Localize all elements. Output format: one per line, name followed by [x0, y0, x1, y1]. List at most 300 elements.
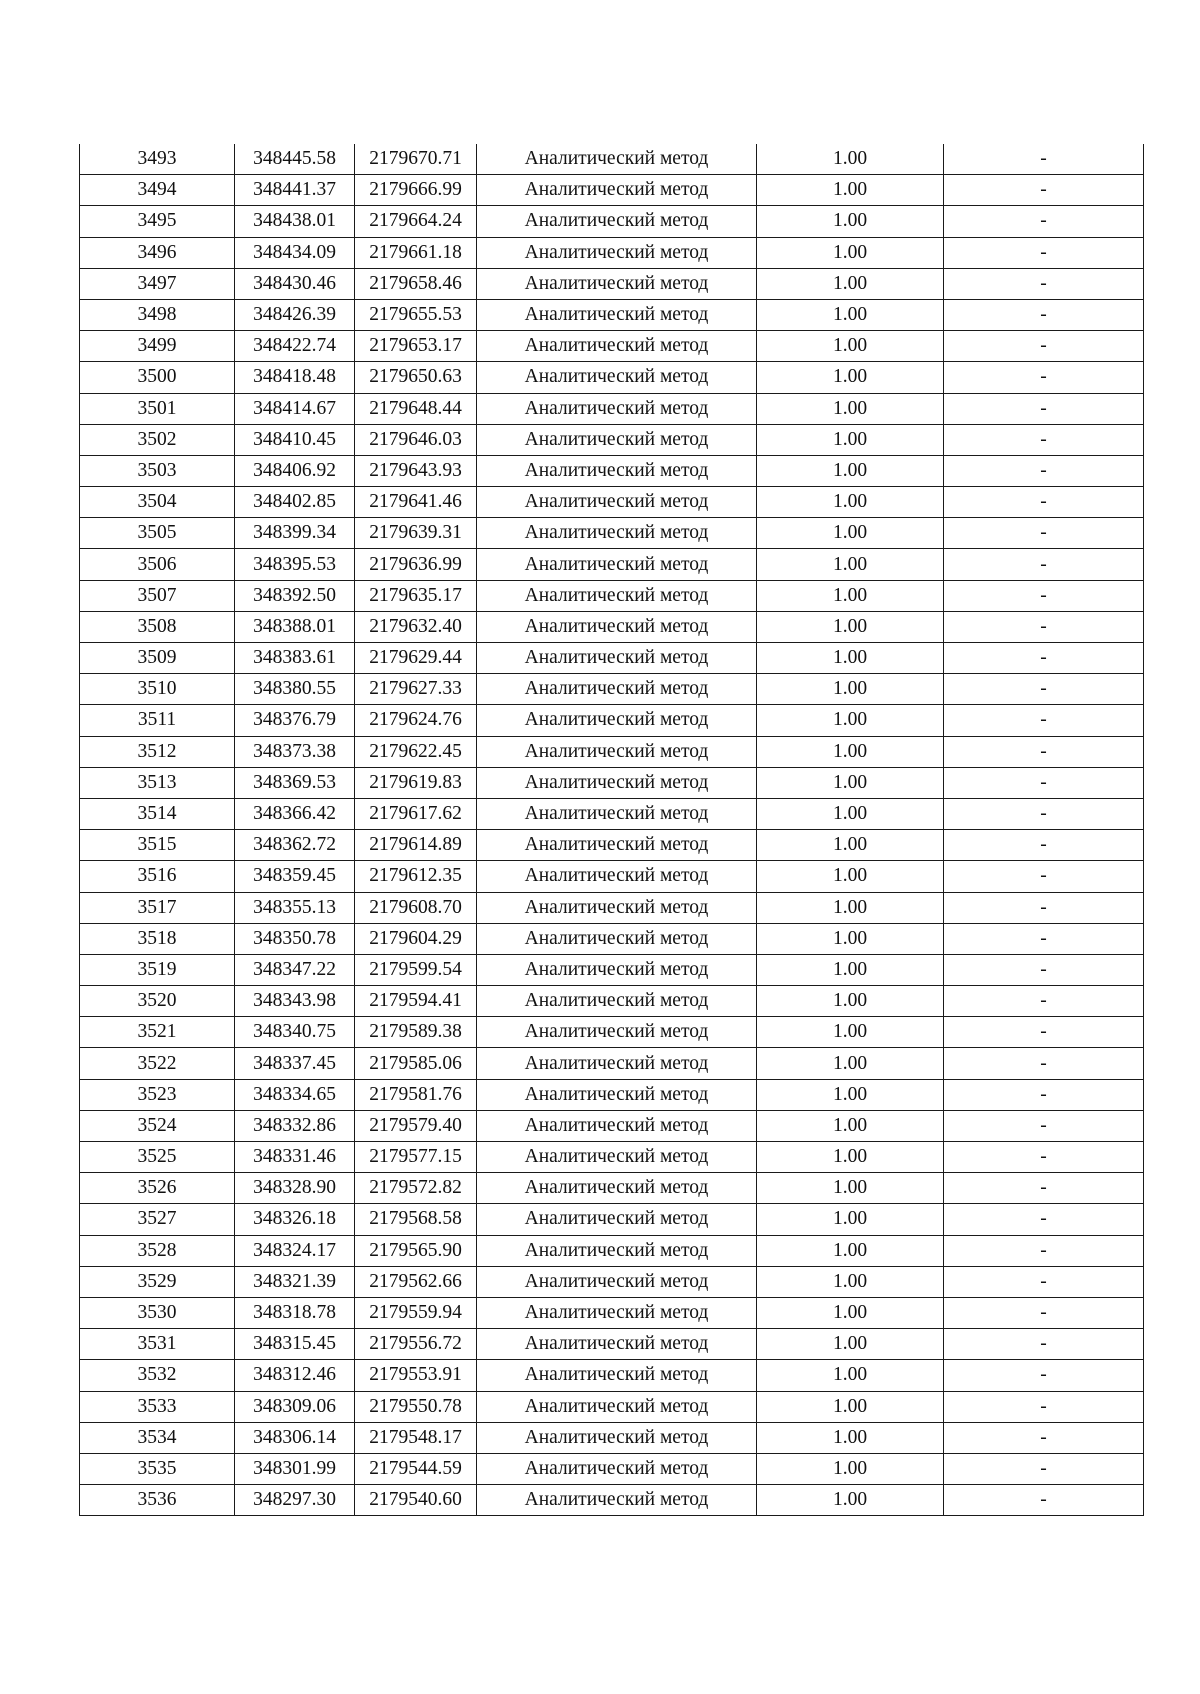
accuracy-cell: 1.00 — [757, 1360, 944, 1391]
method-cell: Аналитический метод — [477, 1110, 757, 1141]
point-number-cell: 3521 — [80, 1017, 235, 1048]
accuracy-cell: 1.00 — [757, 518, 944, 549]
method-cell: Аналитический метод — [477, 767, 757, 798]
accuracy-cell: 1.00 — [757, 1017, 944, 1048]
accuracy-cell: 1.00 — [757, 643, 944, 674]
table-row — [80, 1297, 1144, 1328]
coordinate-x-cell: 348438.01 — [235, 206, 355, 237]
coordinate-x-cell: 348426.39 — [235, 299, 355, 330]
coordinate-x-cell: 348380.55 — [235, 674, 355, 705]
description-cell: - — [944, 954, 1144, 985]
table-row — [80, 954, 1144, 985]
table-row — [80, 798, 1144, 829]
point-number-cell: 3531 — [80, 1329, 235, 1360]
point-number-cell: 3500 — [80, 362, 235, 393]
point-number-cell: 3528 — [80, 1235, 235, 1266]
point-number-cell: 3507 — [80, 580, 235, 611]
coordinate-x-cell: 348326.18 — [235, 1204, 355, 1235]
table-row — [80, 1048, 1144, 1079]
accuracy-cell: 1.00 — [757, 299, 944, 330]
point-number-cell: 3498 — [80, 299, 235, 330]
point-number-cell: 3496 — [80, 237, 235, 268]
point-number-cell: 3497 — [80, 268, 235, 299]
point-number-cell: 3532 — [80, 1360, 235, 1391]
coordinate-y-cell: 2179585.06 — [355, 1048, 477, 1079]
accuracy-cell: 1.00 — [757, 175, 944, 206]
accuracy-cell: 1.00 — [757, 1329, 944, 1360]
point-number-cell: 3512 — [80, 736, 235, 767]
coordinate-x-cell: 348355.13 — [235, 892, 355, 923]
table-row — [80, 1266, 1144, 1297]
method-cell: Аналитический метод — [477, 705, 757, 736]
coordinate-x-cell: 348441.37 — [235, 175, 355, 206]
point-number-cell: 3504 — [80, 487, 235, 518]
method-cell: Аналитический метод — [477, 736, 757, 767]
description-cell: - — [944, 1017, 1144, 1048]
coordinate-x-cell: 348340.75 — [235, 1017, 355, 1048]
description-cell: - — [944, 1048, 1144, 1079]
description-cell: - — [944, 767, 1144, 798]
description-cell: - — [944, 986, 1144, 1017]
description-cell: - — [944, 1485, 1144, 1516]
table-row — [80, 518, 1144, 549]
method-cell: Аналитический метод — [477, 206, 757, 237]
point-number-cell: 3519 — [80, 954, 235, 985]
method-cell: Аналитический метод — [477, 1079, 757, 1110]
description-cell: - — [944, 393, 1144, 424]
method-cell: Аналитический метод — [477, 830, 757, 861]
coordinate-x-cell: 348430.46 — [235, 268, 355, 299]
method-cell: Аналитический метод — [477, 1391, 757, 1422]
accuracy-cell: 1.00 — [757, 455, 944, 486]
method-cell: Аналитический метод — [477, 1453, 757, 1484]
coordinates-table — [79, 144, 1144, 1516]
table-row — [80, 1329, 1144, 1360]
coordinate-y-cell: 2179643.93 — [355, 455, 477, 486]
table-row — [80, 237, 1144, 268]
coordinate-y-cell: 2179624.76 — [355, 705, 477, 736]
accuracy-cell: 1.00 — [757, 1485, 944, 1516]
table-row — [80, 206, 1144, 237]
coordinate-x-cell: 348395.53 — [235, 549, 355, 580]
description-cell: - — [944, 798, 1144, 829]
description-cell: - — [944, 861, 1144, 892]
description-cell: - — [944, 1173, 1144, 1204]
point-number-cell: 3522 — [80, 1048, 235, 1079]
point-number-cell: 3506 — [80, 549, 235, 580]
accuracy-cell: 1.00 — [757, 1173, 944, 1204]
accuracy-cell: 1.00 — [757, 487, 944, 518]
table-row — [80, 1142, 1144, 1173]
method-cell: Аналитический метод — [477, 299, 757, 330]
description-cell: - — [944, 175, 1144, 206]
coordinate-x-cell: 348369.53 — [235, 767, 355, 798]
description-cell: - — [944, 144, 1144, 175]
coordinate-y-cell: 2179641.46 — [355, 487, 477, 518]
description-cell: - — [944, 1235, 1144, 1266]
coordinate-x-cell: 348328.90 — [235, 1173, 355, 1204]
method-cell: Аналитический метод — [477, 144, 757, 175]
description-cell: - — [944, 487, 1144, 518]
table-row — [80, 1235, 1144, 1266]
table-row — [80, 1079, 1144, 1110]
coordinate-x-cell: 348321.39 — [235, 1266, 355, 1297]
coordinate-x-cell: 348410.45 — [235, 424, 355, 455]
coordinate-x-cell: 348388.01 — [235, 611, 355, 642]
point-number-cell: 3518 — [80, 923, 235, 954]
accuracy-cell: 1.00 — [757, 705, 944, 736]
point-number-cell: 3493 — [80, 144, 235, 175]
method-cell: Аналитический метод — [477, 580, 757, 611]
accuracy-cell: 1.00 — [757, 1453, 944, 1484]
table-row — [80, 674, 1144, 705]
table-row — [80, 1391, 1144, 1422]
point-number-cell: 3503 — [80, 455, 235, 486]
table-row — [80, 1204, 1144, 1235]
accuracy-cell: 1.00 — [757, 1266, 944, 1297]
coordinate-y-cell: 2179562.66 — [355, 1266, 477, 1297]
coordinate-y-cell: 2179604.29 — [355, 923, 477, 954]
accuracy-cell: 1.00 — [757, 331, 944, 362]
description-cell: - — [944, 424, 1144, 455]
accuracy-cell: 1.00 — [757, 1422, 944, 1453]
coordinate-y-cell: 2179636.99 — [355, 549, 477, 580]
coordinate-y-cell: 2179568.58 — [355, 1204, 477, 1235]
point-number-cell: 3517 — [80, 892, 235, 923]
accuracy-cell: 1.00 — [757, 1297, 944, 1328]
coordinate-y-cell: 2179650.63 — [355, 362, 477, 393]
coordinate-x-cell: 348414.67 — [235, 393, 355, 424]
method-cell: Аналитический метод — [477, 1422, 757, 1453]
point-number-cell: 3514 — [80, 798, 235, 829]
description-cell: - — [944, 923, 1144, 954]
method-cell: Аналитический метод — [477, 798, 757, 829]
table-row — [80, 175, 1144, 206]
table-row — [80, 144, 1144, 175]
table-row — [80, 892, 1144, 923]
table-row — [80, 1422, 1144, 1453]
table-row — [80, 1017, 1144, 1048]
coordinate-x-cell: 348347.22 — [235, 954, 355, 985]
coordinate-y-cell: 2179614.89 — [355, 830, 477, 861]
description-cell: - — [944, 518, 1144, 549]
method-cell: Аналитический метод — [477, 1142, 757, 1173]
coordinate-x-cell: 348297.30 — [235, 1485, 355, 1516]
coordinate-y-cell: 2179612.35 — [355, 861, 477, 892]
coordinate-y-cell: 2179550.78 — [355, 1391, 477, 1422]
point-number-cell: 3494 — [80, 175, 235, 206]
method-cell: Аналитический метод — [477, 611, 757, 642]
coordinate-x-cell: 348373.38 — [235, 736, 355, 767]
method-cell: Аналитический метод — [477, 237, 757, 268]
coordinate-x-cell: 348422.74 — [235, 331, 355, 362]
point-number-cell: 3527 — [80, 1204, 235, 1235]
coordinate-y-cell: 2179661.18 — [355, 237, 477, 268]
point-number-cell: 3501 — [80, 393, 235, 424]
table-row — [80, 1360, 1144, 1391]
coordinate-x-cell: 348332.86 — [235, 1110, 355, 1141]
description-cell: - — [944, 1204, 1144, 1235]
coordinate-x-cell: 348315.45 — [235, 1329, 355, 1360]
point-number-cell: 3534 — [80, 1422, 235, 1453]
coordinate-y-cell: 2179632.40 — [355, 611, 477, 642]
point-number-cell: 3529 — [80, 1266, 235, 1297]
accuracy-cell: 1.00 — [757, 1048, 944, 1079]
coordinate-x-cell: 348406.92 — [235, 455, 355, 486]
point-number-cell: 3510 — [80, 674, 235, 705]
coordinate-y-cell: 2179670.71 — [355, 144, 477, 175]
table-row — [80, 1453, 1144, 1484]
method-cell: Аналитический метод — [477, 1173, 757, 1204]
coordinate-x-cell: 348418.48 — [235, 362, 355, 393]
point-number-cell: 3511 — [80, 705, 235, 736]
coordinate-y-cell: 2179579.40 — [355, 1110, 477, 1141]
coordinate-y-cell: 2179594.41 — [355, 986, 477, 1017]
method-cell: Аналитический метод — [477, 1360, 757, 1391]
point-number-cell: 3530 — [80, 1297, 235, 1328]
description-cell: - — [944, 268, 1144, 299]
coordinate-y-cell: 2179589.38 — [355, 1017, 477, 1048]
coordinate-y-cell: 2179655.53 — [355, 299, 477, 330]
table-row — [80, 1485, 1144, 1516]
accuracy-cell: 1.00 — [757, 144, 944, 175]
table-row — [80, 705, 1144, 736]
coordinate-x-cell: 348392.50 — [235, 580, 355, 611]
accuracy-cell: 1.00 — [757, 830, 944, 861]
coordinate-y-cell: 2179553.91 — [355, 1360, 477, 1391]
table-row — [80, 736, 1144, 767]
table-row — [80, 455, 1144, 486]
description-cell: - — [944, 1453, 1144, 1484]
description-cell: - — [944, 611, 1144, 642]
coordinate-y-cell: 2179666.99 — [355, 175, 477, 206]
method-cell: Аналитический метод — [477, 362, 757, 393]
description-cell: - — [944, 1391, 1144, 1422]
point-number-cell: 3520 — [80, 986, 235, 1017]
table-row — [80, 1173, 1144, 1204]
method-cell: Аналитический метод — [477, 455, 757, 486]
method-cell: Аналитический метод — [477, 393, 757, 424]
accuracy-cell: 1.00 — [757, 393, 944, 424]
method-cell: Аналитический метод — [477, 1235, 757, 1266]
table-row — [80, 861, 1144, 892]
point-number-cell: 3516 — [80, 861, 235, 892]
point-number-cell: 3513 — [80, 767, 235, 798]
description-cell: - — [944, 643, 1144, 674]
method-cell: Аналитический метод — [477, 1017, 757, 1048]
coordinate-y-cell: 2179648.44 — [355, 393, 477, 424]
method-cell: Аналитический метод — [477, 518, 757, 549]
coordinate-x-cell: 348366.42 — [235, 798, 355, 829]
accuracy-cell: 1.00 — [757, 767, 944, 798]
coordinate-y-cell: 2179635.17 — [355, 580, 477, 611]
table-row — [80, 331, 1144, 362]
coordinate-y-cell: 2179629.44 — [355, 643, 477, 674]
method-cell: Аналитический метод — [477, 549, 757, 580]
table-row — [80, 393, 1144, 424]
point-number-cell: 3526 — [80, 1173, 235, 1204]
method-cell: Аналитический метод — [477, 331, 757, 362]
description-cell: - — [944, 674, 1144, 705]
point-number-cell: 3523 — [80, 1079, 235, 1110]
coordinate-y-cell: 2179581.76 — [355, 1079, 477, 1110]
point-number-cell: 3508 — [80, 611, 235, 642]
accuracy-cell: 1.00 — [757, 1079, 944, 1110]
method-cell: Аналитический метод — [477, 175, 757, 206]
accuracy-cell: 1.00 — [757, 611, 944, 642]
point-number-cell: 3515 — [80, 830, 235, 861]
method-cell: Аналитический метод — [477, 643, 757, 674]
coordinate-y-cell: 2179627.33 — [355, 674, 477, 705]
accuracy-cell: 1.00 — [757, 986, 944, 1017]
point-number-cell: 3505 — [80, 518, 235, 549]
coordinate-x-cell: 348318.78 — [235, 1297, 355, 1328]
coordinate-y-cell: 2179548.17 — [355, 1422, 477, 1453]
table-row — [80, 767, 1144, 798]
coordinate-x-cell: 348399.34 — [235, 518, 355, 549]
description-cell: - — [944, 736, 1144, 767]
coordinate-y-cell: 2179577.15 — [355, 1142, 477, 1173]
table-row — [80, 299, 1144, 330]
accuracy-cell: 1.00 — [757, 1204, 944, 1235]
description-cell: - — [944, 1297, 1144, 1328]
table-row — [80, 487, 1144, 518]
method-cell: Аналитический метод — [477, 1048, 757, 1079]
description-cell: - — [944, 455, 1144, 486]
coordinate-x-cell: 348376.79 — [235, 705, 355, 736]
coordinate-x-cell: 348350.78 — [235, 923, 355, 954]
coordinate-x-cell: 348312.46 — [235, 1360, 355, 1391]
point-number-cell: 3536 — [80, 1485, 235, 1516]
table-row — [80, 580, 1144, 611]
coordinate-y-cell: 2179664.24 — [355, 206, 477, 237]
table-row — [80, 268, 1144, 299]
method-cell: Аналитический метод — [477, 986, 757, 1017]
coordinate-y-cell: 2179653.17 — [355, 331, 477, 362]
description-cell: - — [944, 580, 1144, 611]
coordinate-y-cell: 2179622.45 — [355, 736, 477, 767]
accuracy-cell: 1.00 — [757, 580, 944, 611]
description-cell: - — [944, 1329, 1144, 1360]
method-cell: Аналитический метод — [477, 268, 757, 299]
accuracy-cell: 1.00 — [757, 206, 944, 237]
accuracy-cell: 1.00 — [757, 237, 944, 268]
coordinate-y-cell: 2179639.31 — [355, 518, 477, 549]
description-cell: - — [944, 299, 1144, 330]
method-cell: Аналитический метод — [477, 1485, 757, 1516]
coordinate-x-cell: 348359.45 — [235, 861, 355, 892]
table-row — [80, 362, 1144, 393]
table-row — [80, 1110, 1144, 1141]
method-cell: Аналитический метод — [477, 1266, 757, 1297]
accuracy-cell: 1.00 — [757, 1110, 944, 1141]
description-cell: - — [944, 1110, 1144, 1141]
method-cell: Аналитический метод — [477, 1329, 757, 1360]
description-cell: - — [944, 362, 1144, 393]
description-cell: - — [944, 892, 1144, 923]
method-cell: Аналитический метод — [477, 861, 757, 892]
description-cell: - — [944, 1079, 1144, 1110]
coordinate-y-cell: 2179646.03 — [355, 424, 477, 455]
coordinate-x-cell: 348434.09 — [235, 237, 355, 268]
coordinate-x-cell: 348445.58 — [235, 144, 355, 175]
point-number-cell: 3502 — [80, 424, 235, 455]
coordinate-x-cell: 348343.98 — [235, 986, 355, 1017]
coordinate-y-cell: 2179544.59 — [355, 1453, 477, 1484]
accuracy-cell: 1.00 — [757, 674, 944, 705]
method-cell: Аналитический метод — [477, 892, 757, 923]
method-cell: Аналитический метод — [477, 1204, 757, 1235]
method-cell: Аналитический метод — [477, 424, 757, 455]
accuracy-cell: 1.00 — [757, 1142, 944, 1173]
accuracy-cell: 1.00 — [757, 268, 944, 299]
coordinate-x-cell: 348383.61 — [235, 643, 355, 674]
coordinate-y-cell: 2179619.83 — [355, 767, 477, 798]
description-cell: - — [944, 705, 1144, 736]
accuracy-cell: 1.00 — [757, 954, 944, 985]
method-cell: Аналитический метод — [477, 954, 757, 985]
method-cell: Аналитический метод — [477, 674, 757, 705]
coordinate-x-cell: 348362.72 — [235, 830, 355, 861]
point-number-cell: 3524 — [80, 1110, 235, 1141]
coordinate-x-cell: 348301.99 — [235, 1453, 355, 1484]
accuracy-cell: 1.00 — [757, 549, 944, 580]
description-cell: - — [944, 1360, 1144, 1391]
coordinate-x-cell: 348306.14 — [235, 1422, 355, 1453]
coordinate-y-cell: 2179565.90 — [355, 1235, 477, 1266]
accuracy-cell: 1.00 — [757, 1391, 944, 1422]
method-cell: Аналитический метод — [477, 1297, 757, 1328]
description-cell: - — [944, 237, 1144, 268]
table-row — [80, 830, 1144, 861]
coordinates-table-body — [80, 144, 1144, 1516]
description-cell: - — [944, 830, 1144, 861]
accuracy-cell: 1.00 — [757, 892, 944, 923]
coordinate-x-cell: 348334.65 — [235, 1079, 355, 1110]
table-row — [80, 643, 1144, 674]
coordinate-y-cell: 2179599.54 — [355, 954, 477, 985]
coordinate-x-cell: 348309.06 — [235, 1391, 355, 1422]
coordinate-y-cell: 2179540.60 — [355, 1485, 477, 1516]
description-cell: - — [944, 331, 1144, 362]
description-cell: - — [944, 549, 1144, 580]
coordinate-y-cell: 2179658.46 — [355, 268, 477, 299]
method-cell: Аналитический метод — [477, 487, 757, 518]
accuracy-cell: 1.00 — [757, 861, 944, 892]
method-cell: Аналитический метод — [477, 923, 757, 954]
description-cell: - — [944, 1142, 1144, 1173]
table-row — [80, 986, 1144, 1017]
description-cell: - — [944, 1266, 1144, 1297]
coordinate-y-cell: 2179556.72 — [355, 1329, 477, 1360]
table-row — [80, 611, 1144, 642]
accuracy-cell: 1.00 — [757, 362, 944, 393]
accuracy-cell: 1.00 — [757, 736, 944, 767]
coordinate-y-cell: 2179559.94 — [355, 1297, 477, 1328]
coordinate-x-cell: 348324.17 — [235, 1235, 355, 1266]
point-number-cell: 3495 — [80, 206, 235, 237]
point-number-cell: 3525 — [80, 1142, 235, 1173]
accuracy-cell: 1.00 — [757, 1235, 944, 1266]
coordinate-x-cell: 348402.85 — [235, 487, 355, 518]
description-cell: - — [944, 1422, 1144, 1453]
accuracy-cell: 1.00 — [757, 798, 944, 829]
coordinate-x-cell: 348331.46 — [235, 1142, 355, 1173]
point-number-cell: 3499 — [80, 331, 235, 362]
table-row — [80, 923, 1144, 954]
point-number-cell: 3509 — [80, 643, 235, 674]
accuracy-cell: 1.00 — [757, 923, 944, 954]
